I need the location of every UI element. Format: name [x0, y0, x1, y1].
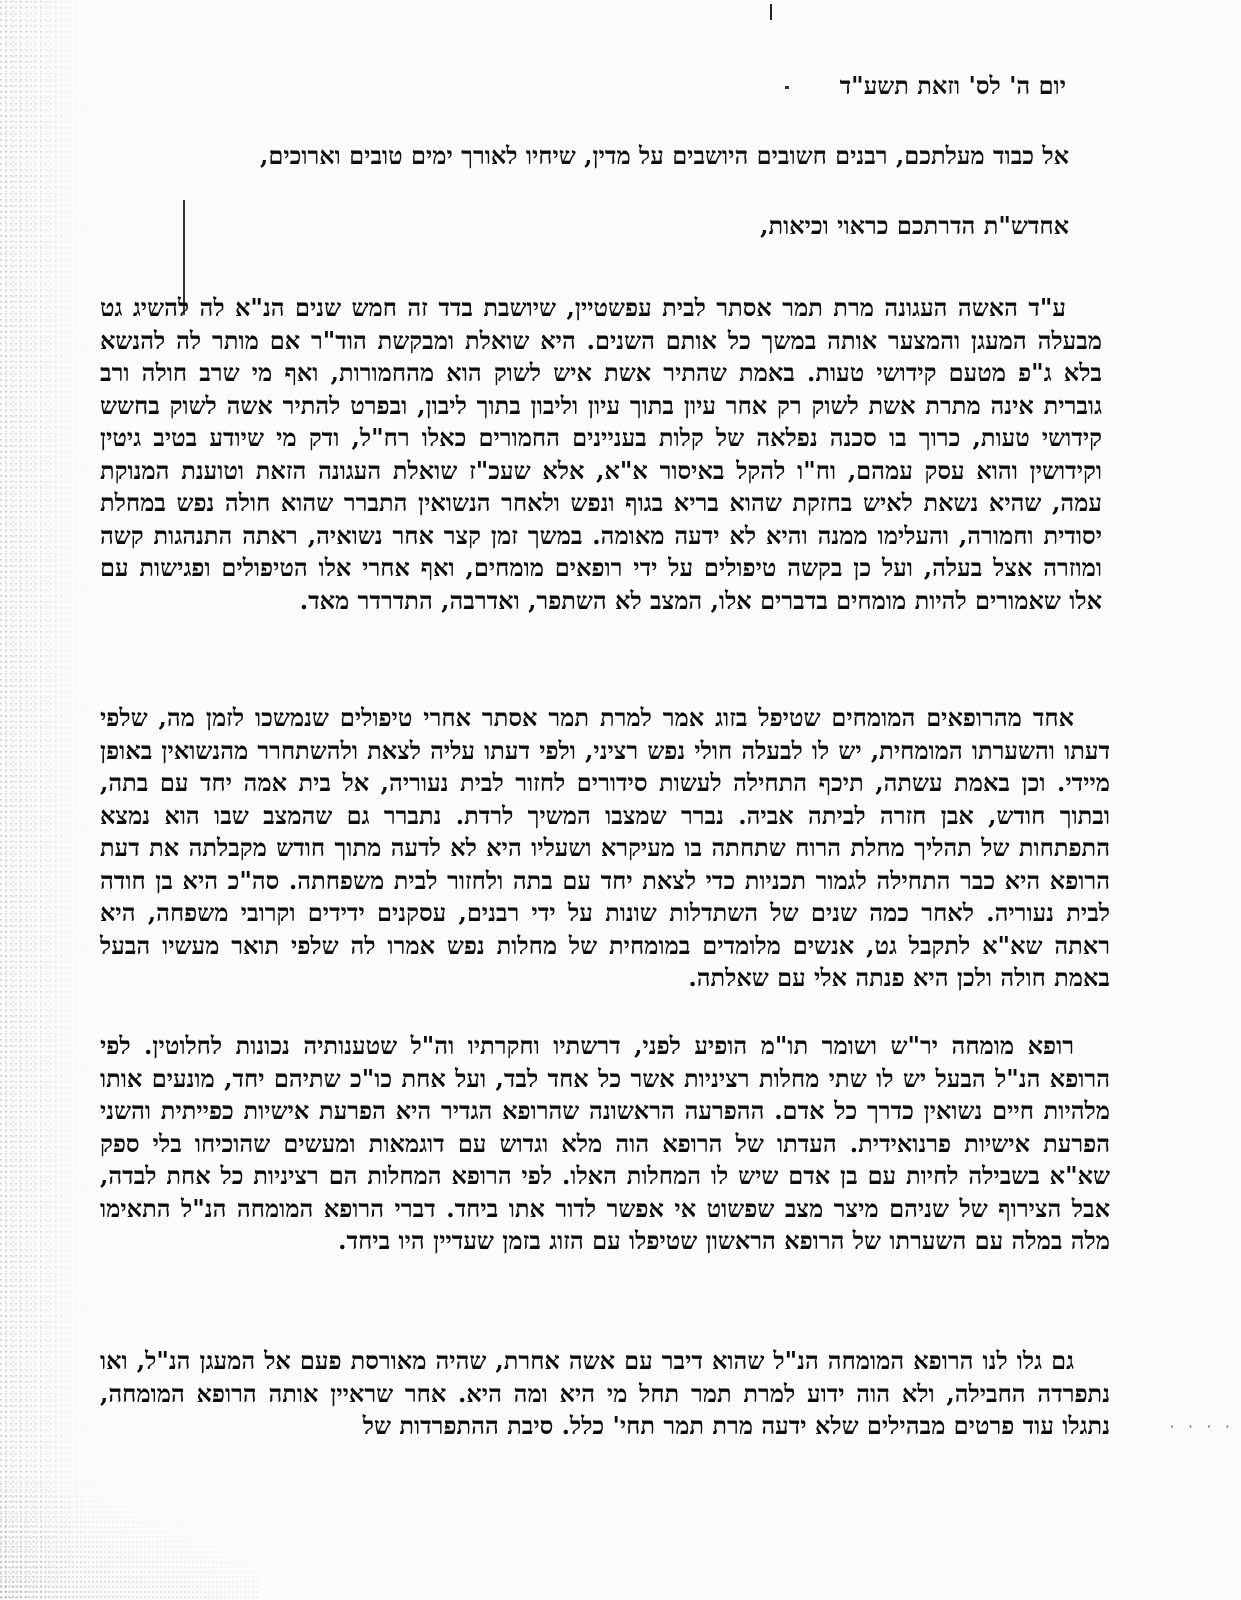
letter-salutation: אל כבוד מעלתכם, רבנים חשובים היושבים על מדין, שיחיו לאורך ימים טובים וארוכים,: [259, 141, 1069, 170]
paragraph-1-text: ע"ד האשה העגונה מרת תמר אסתר לבית עפשטיין, שיושבת בדד זה חמש שנים הנ"א לה להשיג גט מבעלה המעגן והמצער אותה במשך כל אותם השנים. היא שואלת ומבקשת הוד"ר אם מותר לה להנשא בלא ג"פ מטעם קידושי טעות. באמת שהתיר אשת איש לשוק הוא מהחמורות, ואף מי שרב חולה ורב גוברית אינה מתרת אשת לשוק רק אחר עיון בתוך עיון וליבון בתוך ליבון, ובפרט להתיר אשה לשוק בחשש קידושי טעות, כרוך בו סכנה נפלאה של קלות בעניינים החמורים כאלו רח"ל, ודק מי שיודע בטיב גיטין וקידושין והוא עסק עמהם, וח"ו להקל באיסור א"א, אלא שעכ"ז שואלת העגונה הזאת וטוענת המנוקת עמה, שהיא נשאת לאיש בחזקת שהוא בריא בגוף ונפש ולאחר הנשואין התברר שהוא חולה נפש במחלת יסודית וחמורה, והעלימו ממנה והיא לא ידעה מאומה. במשך זמן קצר אחר נשואיה, ראתה התנהגות קשה ומוזרה אצל בעלה, ועל כן בקשה טיפולים על ידי רופאים מומחים, ואף אחרי אלו הטיפולים ופגישות עם אלו שאמורים להיות מומחים בדברים אלו, המצב לא השתפר, ואדרבה, התדרדר מאד.: [100, 293, 1102, 615]
paragraph-4-text: גם גלו לנו הרופא המומחה הנ"ל שהוא דיבר עם אשה אחרת, שהיה מאורסת פעם אל המעגן הנ"ל, ואו נתפרדה החבילה, ולא הוה ידוע למרת תמר תחל מי היא ומה היא. אחר שראיין אותה הרופא המומחה, נתגלו עוד פרטים מבהילים שלא ידעה מרת תמר תחי' כלל. סיבת ההתפרדות של: [100, 1346, 1110, 1440]
paragraph-2-text: אחד מהרופאים המומחים שטיפל בזוג אמר למרת תמר אסתר אחרי טיפולים שנמשכו לזמן מה, שלפי דעתו והשערתו המומחית, יש לו לבעלה חולי נפש רציני, ולפי דעתו עליה לצאת ולהשתחרר מהנשואין באופן מיידי. וכן באמת עשתה, תיכף התחילה לעשות סידורים לחזור לבית נעוריה, אל בית אמה יחד עם בתה, ובתוך חודש, אבן חזרה לביתה אביה. נברר שמצבו המשיך לרדת. נתברר גם שהמצב שבו הוא נמצא התפתחות של תהליך מחלת הרוח שתחתה בו מעיקרא ושעליו היא לא לדעה מתוך חודש מקבלתה את דעת הרופא היא כבר התחילה לגמור תכניות כדי לצאת יחד עם בתה ולחזור לבית משפחתה. סה"כ היא בן חודה לבית נעוריה. לאחר כמה שנים של השתדלות שונות על ידי רבנים, עסקנים ידידים וקרובי משפחה, היא ראתה שא"א לתקבל גט, אנשים מלומדים במומחית של מחלות נפש אמרו לה שלפי תואר מעשיו הבעל באמת חולה ולכן היא פנתה אלי עם שאלתה.: [100, 703, 1110, 992]
scan-noise-left: [0, 0, 90, 1600]
scan-dot: [785, 86, 789, 89]
paragraph-1: [100, 292, 1102, 617]
paragraph-2: [100, 702, 1110, 995]
letter-greeting: אחדש"ת הדרתכם כראוי וכיאות,: [760, 211, 1069, 240]
scan-specks-right: · · · ·: [1168, 1420, 1233, 1434]
letter-date: יום ה' לס' וזאת תשע"ד: [839, 71, 1066, 100]
paragraph-3: [100, 1030, 1110, 1258]
scan-noise-bottom: [0, 1480, 260, 1600]
paragraph-3-text: רופא מומחה יר"ש ושומר תו"מ הופיע לפני, דרשתיו וחקרתיו וה"ל שטענותיה נכונות לחלוטין. לפי הרופא הנ"ל הבעל יש לו שתי מחלות רציניות אשר כל אחד לבד, ועל אחת כו"כ שתיהם יחד, מונעים אותו מלהיות חיים נשואין כדרך כל אדם. ההפרעה הראשונה שהרופא הגדיר היא הפרעת אישיות כפייתית והשני הפרעת אישיות פרנואידית. העדתו של הרופא הוה מלא וגדוש עם דוגמאות ומעשים שהוכיחו בלי ספק שא"א בשבילה לחיות עם בן אדם שיש לו המחלות האלו. לפי הרופא המחלות הם רציניות כל אחת לבדה, אבל הצירוף של שניהם מיצר מצב שפשוט אי אפשר לדור אתו ביחד. דברי הרופא המומחה הנ"ל התאימו מלה במלה עם השערתו של הרופא הראשון שטיפלו עם הזוג בזמן שעדיין היו ביחד.: [100, 1031, 1111, 1255]
paragraph-4: [100, 1345, 1110, 1443]
scan-mark-top: [770, 4, 772, 20]
